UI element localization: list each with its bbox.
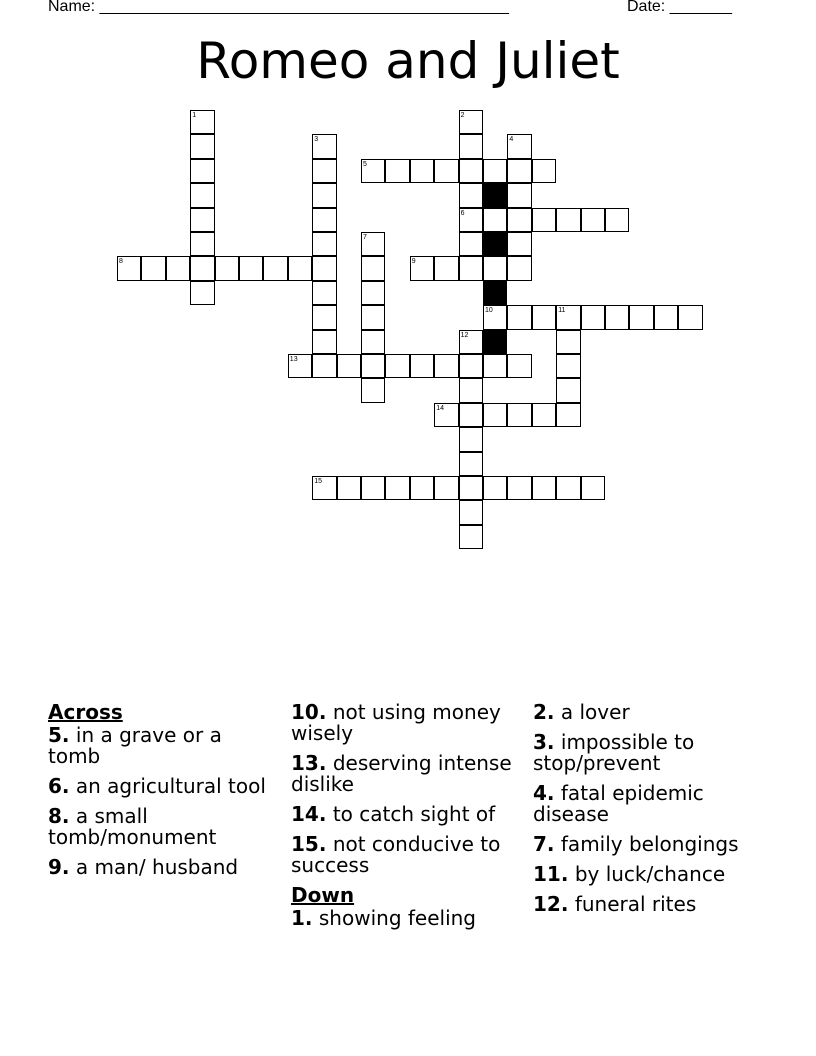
clue-down: 3. impossible to stop/prevent <box>533 730 695 775</box>
grid-cell[interactable] <box>190 232 214 256</box>
clue-number: 11 <box>558 307 566 315</box>
grid-cell[interactable] <box>556 354 580 378</box>
grid-cell[interactable] <box>141 256 165 280</box>
grid-cell[interactable] <box>581 476 605 500</box>
grid-cell[interactable] <box>312 208 336 232</box>
grid-cell[interactable] <box>483 476 507 500</box>
grid-cell[interactable] <box>678 305 702 329</box>
grid-cell[interactable] <box>312 354 336 378</box>
black-square <box>483 330 507 354</box>
grid-cell[interactable] <box>361 476 385 500</box>
grid-cell[interactable] <box>190 159 214 183</box>
clue-across: 10. not using money wisely <box>291 700 501 745</box>
grid-cell[interactable] <box>337 354 361 378</box>
grid-cell[interactable] <box>312 232 336 256</box>
grid-cell[interactable] <box>556 330 580 354</box>
clues-column-2 <box>291 702 521 938</box>
grid-cell[interactable] <box>385 476 409 500</box>
clue-down: 2. a lover <box>533 700 630 724</box>
grid-cell[interactable] <box>459 354 483 378</box>
grid-cell[interactable] <box>507 232 531 256</box>
grid-cell[interactable] <box>532 403 556 427</box>
grid-cell[interactable] <box>532 208 556 232</box>
grid-cell[interactable] <box>459 232 483 256</box>
grid-cell[interactable] <box>654 305 678 329</box>
grid-cell[interactable] <box>190 183 214 207</box>
grid-cell[interactable] <box>605 305 629 329</box>
black-square <box>483 183 507 207</box>
grid-cell[interactable] <box>483 159 507 183</box>
grid-cell[interactable] <box>361 281 385 305</box>
grid-cell[interactable] <box>507 159 531 183</box>
grid-cell[interactable] <box>288 256 312 280</box>
grid-cell[interactable] <box>190 256 214 280</box>
page-title: Romeo and Juliet <box>196 32 620 90</box>
grid-cell[interactable] <box>459 525 483 549</box>
grid-cell[interactable] <box>507 183 531 207</box>
grid-cell[interactable] <box>581 208 605 232</box>
clue-number: 9 <box>411 258 416 266</box>
clue-number: 10 <box>485 307 493 315</box>
grid-cell[interactable] <box>410 354 434 378</box>
grid-cell[interactable] <box>361 330 385 354</box>
grid-cell[interactable] <box>361 256 385 280</box>
grid-cell[interactable] <box>459 183 483 207</box>
grid-cell[interactable] <box>459 500 483 524</box>
name-label: Name: <box>48 0 96 15</box>
grid-cell[interactable] <box>312 281 336 305</box>
grid-cell[interactable] <box>263 256 287 280</box>
grid-cell[interactable] <box>459 378 483 402</box>
clue-number: 8 <box>119 258 123 266</box>
grid-cell[interactable] <box>556 208 580 232</box>
clue-number: 6 <box>460 209 465 217</box>
grid-cell[interactable] <box>312 305 336 329</box>
down-heading: Down <box>291 883 355 907</box>
date-blank[interactable]: _______ <box>669 0 732 15</box>
grid-cell[interactable] <box>239 256 263 280</box>
grid-cell[interactable] <box>385 354 409 378</box>
clue-down: 4. fatal epidemic disease <box>533 781 704 826</box>
clue-number: 15 <box>314 478 322 485</box>
grid-cell[interactable] <box>556 476 580 500</box>
grid-cell[interactable] <box>410 159 434 183</box>
grid-cell[interactable] <box>556 403 580 427</box>
clue-across: 6. an agricultural tool <box>48 774 266 798</box>
clue-number: 7 <box>363 234 367 241</box>
grid-cell[interactable] <box>190 208 214 232</box>
grid-cell[interactable] <box>434 159 458 183</box>
grid-cell[interactable] <box>190 134 214 158</box>
grid-cell[interactable] <box>312 183 336 207</box>
grid-cell[interactable] <box>532 159 556 183</box>
clue-number: 14 <box>436 404 444 412</box>
grid-cell[interactable] <box>361 305 385 329</box>
grid-cell[interactable] <box>434 476 458 500</box>
clue-down: 7. family belongings <box>533 832 739 856</box>
clue-number: 3 <box>314 136 319 144</box>
clue-number: 5 <box>363 160 367 168</box>
grid-cell[interactable] <box>483 354 507 378</box>
clue-across: 14. to catch sight of <box>291 802 496 826</box>
clue-across: 15. not conducive to success <box>291 832 501 877</box>
clue-number: 2 <box>460 112 465 119</box>
clue-down: 1. showing feeling <box>291 906 476 930</box>
grid-cell[interactable] <box>190 281 214 305</box>
grid-cell[interactable] <box>410 476 434 500</box>
grid-cell[interactable] <box>556 378 580 402</box>
grid-cell[interactable] <box>459 403 483 427</box>
grid-cell[interactable] <box>507 354 531 378</box>
grid-cell[interactable] <box>459 476 483 500</box>
clue-number: 1 <box>192 112 197 119</box>
grid-cell[interactable] <box>532 476 556 500</box>
clues-column-1 <box>48 702 278 887</box>
grid-cell[interactable] <box>312 159 336 183</box>
clue-across: 13. deserving intense dislike <box>291 751 512 796</box>
grid-cell[interactable] <box>483 256 507 280</box>
grid-cell[interactable] <box>166 256 190 280</box>
clue-across: 5. in a grave or a tomb <box>48 723 222 768</box>
grid-cell[interactable] <box>507 256 531 280</box>
clue-number: 4 <box>509 136 514 144</box>
grid-cell[interactable] <box>507 476 531 500</box>
grid-cell[interactable] <box>361 354 385 378</box>
grid-cell[interactable] <box>507 403 531 427</box>
grid-cell[interactable] <box>483 208 507 232</box>
black-square <box>483 232 507 256</box>
grid-cell[interactable] <box>312 256 336 280</box>
grid-cell[interactable] <box>361 378 385 402</box>
grid-cell[interactable] <box>215 256 239 280</box>
grid-cell[interactable] <box>459 256 483 280</box>
clues-column-3 <box>533 702 763 924</box>
clue-across: 9. a man/ husband <box>48 855 239 879</box>
clue-down: 12. funeral rites <box>533 892 697 916</box>
grid-cell[interactable] <box>507 305 531 329</box>
date-label: Date: <box>627 0 666 15</box>
grid-cell[interactable] <box>532 305 556 329</box>
grid-cell[interactable] <box>312 330 336 354</box>
grid-cell[interactable] <box>434 256 458 280</box>
clue-number: 13 <box>289 356 298 363</box>
black-square <box>483 281 507 305</box>
name-blank[interactable]: ______________________________________________ <box>99 0 509 15</box>
grid-cell[interactable] <box>337 476 361 500</box>
grid-cell[interactable] <box>459 134 483 158</box>
across-heading: Across <box>48 700 123 724</box>
grid-cell[interactable] <box>605 208 629 232</box>
grid-cell[interactable] <box>507 208 531 232</box>
grid-cell[interactable] <box>385 159 409 183</box>
grid-cell[interactable] <box>459 159 483 183</box>
clue-across: 8. a small tomb/monument <box>48 804 217 849</box>
grid-cell[interactable] <box>459 427 483 451</box>
clue-down: 11. by luck/chance <box>533 862 726 886</box>
grid-cell[interactable] <box>629 305 653 329</box>
grid-cell[interactable] <box>459 452 483 476</box>
grid-cell[interactable] <box>434 354 458 378</box>
grid-cell[interactable] <box>581 305 605 329</box>
clue-number: 12 <box>460 331 469 339</box>
grid-cell[interactable] <box>483 403 507 427</box>
